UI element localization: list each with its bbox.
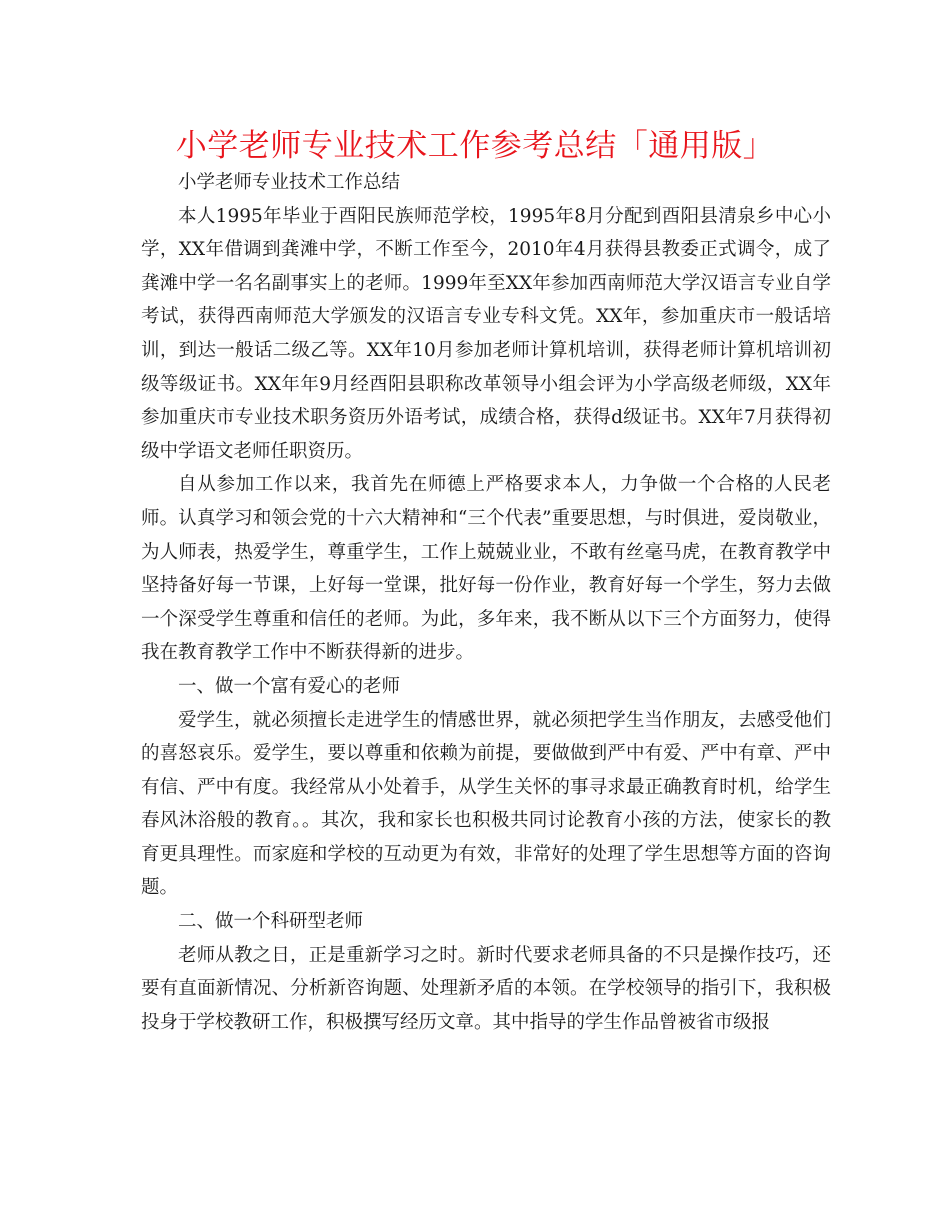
document-body (141, 166, 831, 1039)
paragraph: 本人1995年毕业于酉阳民族师范学校，1995年8月分配到酉阳县清泉乡中心小学，XX年借调到龚滩中学，不断工作至今，2010年4月获得县教委正式调令，成了龚滩中学一名名副事实上的老师。1999年至XX年参加西南师范大学汉语言专业自学考试，获得西南师范大学颁发的汉语言专业专科文凭。XX年，参加重庆市一般话培训，到达一般话二级乙等。XX年10月参加老师计算机培训，获得老师计算机培训初级等级证书。XX年年9月经酉阳县职称改革领导小组会评为小学高级老师级，XX年参加重庆市专业技术职务资历外语考试，成绩合格，获得d级证书。XX年7月获得初级中学语文老师任职资历。 (141, 205, 831, 462)
paragraph: 爱学生，就必须擅长走进学生的情感世界，就必须把学生当作朋友，去感受他们的喜怒哀乐。爱学生，要以尊重和依赖为前提，要做做到严中有爱、严中有章、严中有信、严中有度。我经常从小处着手，从学生关怀的事寻求最正确教育时机，给学生春风沐浴般的教育。。其次，我和家长也积极共同讨论教育小孩的方法，使家长的教育更具理性。而家庭和学校的互动更为有效，非常好的处理了学生思想等方面的咨询题。 (141, 709, 831, 899)
paragraph: 老师从教之日，正是重新学习之时。新时代要求老师具备的不只是操作技巧，还要有直面新情况、分析新咨询题、处理新矛盾的本领。在学校领导的指引下，我积极投身于学校教研工作，积极撰写经历文章。其中指导的学生作品曾被省市级报 (141, 944, 831, 1033)
section-heading: 一、做一个富有爱心的老师 (178, 675, 401, 697)
section-heading: 二、做一个科研型老师 (178, 911, 364, 933)
subtitle-paragraph: 小学老师专业技术工作总结 (178, 172, 401, 193)
document-title: 小学老师专业技术工作参考总结「通用版」 (175, 128, 775, 164)
paragraph: 自从参加工作以来，我首先在师德上严格要求本人，力争做一个合格的人民老师。认真学习和领会党的十六大精神和“三个代表”重要思想，与时俱进，爱岗敬业，为人师表，热爱学生，尊重学生，工作上兢兢业业，不敢有丝毫马虎，在教育教学中坚持备好每一节课，上好每一堂课，批好每一份作业，教育好每一个学生，努力去做一个深受学生尊重和信任的老师。为此，多年来，我不断从以下三个方面努力，使得我在教育教学工作中不断获得新的进步。 (141, 474, 831, 664)
